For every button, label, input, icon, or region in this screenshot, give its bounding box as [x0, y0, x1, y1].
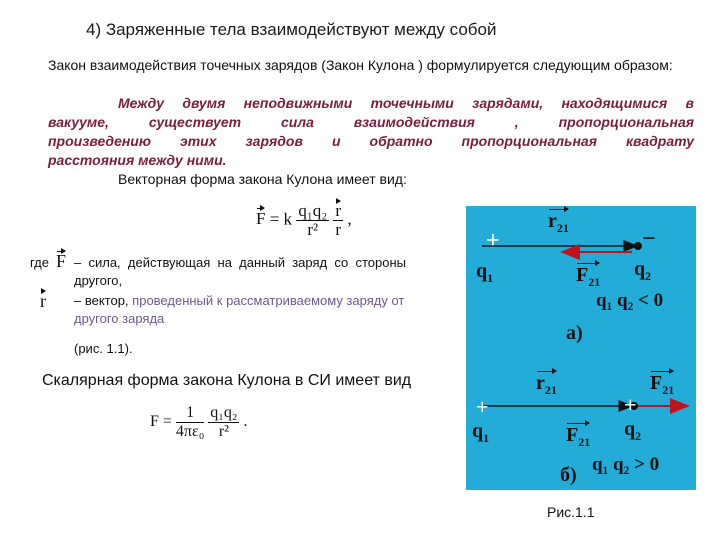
figure-caption: Рис.1.1 [547, 504, 595, 520]
formula-eq-k: = k [269, 209, 293, 229]
where-label: где [30, 255, 49, 270]
panel-b-tag: б) [560, 464, 577, 486]
coulomb-figure [466, 206, 696, 490]
scalar-fraction-charges: $\frac{\text{q₁q₂}}{\text{r²}}$ [210, 404, 238, 440]
scalar-formula: F = $\frac{1}{\text{4πε₀}}$ $\frac{\text{q₁q₂}}{\text{r²}}$ . [150, 404, 248, 440]
formula-num-charges: q₁q₂ [298, 201, 328, 220]
scalar-lhs: F = [150, 413, 172, 431]
minus-sign-a: − [642, 226, 656, 252]
formula-r-vector: r [335, 201, 342, 220]
q2-label-a: $q_2$ [634, 258, 652, 283]
panel-a-tag: а) [566, 322, 583, 344]
formula-fraction-charges [296, 202, 329, 239]
q1-label-a: $q_1$ [476, 260, 494, 285]
F21-label-b2: $F_{21}$ [566, 424, 591, 449]
formula-fraction-unit-vector [333, 202, 343, 239]
def-r-symbol: r [40, 291, 46, 311]
r21-label-a: $r_{21}$ [548, 210, 569, 235]
condition-b: q₁ q₂ > 0 [592, 454, 660, 475]
formula-F-vector: F [256, 209, 266, 229]
def-F-symbol: F [56, 251, 67, 271]
r21-label-b: $r_{21}$ [536, 372, 557, 397]
intro-text: Закон взаимодействия точечных зарядов (Закон Кулона ) формулируется следующим образом: [48, 57, 673, 73]
q2-label-b: $q_2$ [624, 418, 642, 443]
law-line-2: вакууме, существует сила взаимодействия , пропорциональная [48, 114, 694, 130]
charge-q2-a [634, 242, 642, 250]
plus-sign-b-right: + [624, 392, 637, 417]
fig-ref: (рис. 1.1). [74, 341, 133, 356]
formula-den-r2: r² [307, 220, 319, 239]
law-line-1: Между двумя неподвижными точечными зарядами, находящимися в [118, 95, 694, 111]
condition-a: q₁ q₂ < 0 [596, 290, 664, 311]
plus-sign-a: + [486, 228, 500, 254]
vector-form-label: Векторная форма закона Кулона имеет вид: [118, 171, 407, 187]
formula-comma: , [347, 209, 352, 229]
scalar-form-label: Скалярная форма закона Кулона в СИ имеет вид [42, 372, 412, 389]
coulomb-law-statement [48, 94, 694, 170]
def-r-text: – вектор, [74, 293, 129, 308]
definitions-block [30, 252, 430, 358]
law-line-3: произведению этих зарядов и обратно пропорциональная квадрату [48, 133, 694, 149]
F21-label-b: $F_{21}$ [650, 372, 675, 397]
law-line-4: расстояния между ними. [48, 152, 227, 168]
formula-den-r: r [335, 220, 342, 239]
def-F-text: – сила, действующая на данный заряд со стороны другого, [74, 255, 406, 288]
q1-label-b: $q_1$ [472, 420, 490, 445]
plus-sign-b-left: + [476, 394, 489, 419]
slide-title: 4) Заряженные тела взаимодействуют между собой [86, 20, 497, 39]
scalar-fraction-const: $\frac{1}{\text{4πε₀}}$ [175, 404, 205, 440]
F21-label-a: $F_{21}$ [576, 264, 601, 289]
vector-formula [256, 202, 352, 239]
def-r-link-text: проведенный к рассматриваемому заряду от другого заряда [74, 293, 405, 326]
